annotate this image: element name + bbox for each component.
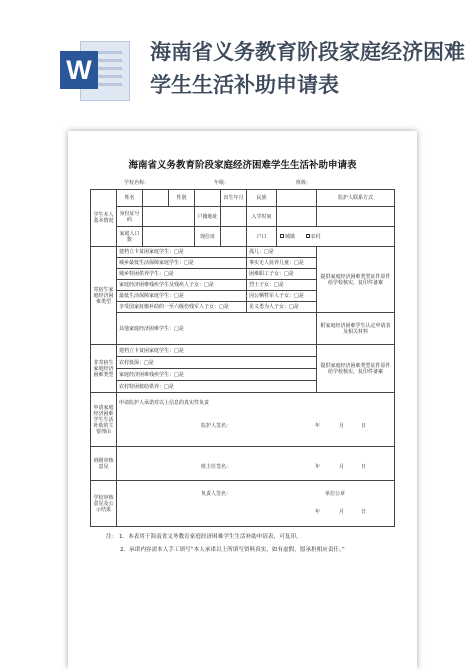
principal-signature-label: 负责人签名：: [201, 491, 232, 497]
poor-type-item[interactable]: 见义勇为人子女：□是: [247, 302, 317, 313]
head-teacher-signature-label: 班主任签名：: [201, 464, 232, 470]
reason-section-label: 申请家庭经济困难学生生活补助的主要理由: [91, 393, 117, 447]
ethnic-field[interactable]: [277, 190, 317, 207]
word-document-icon: [58, 37, 134, 105]
page-title: 海南省义务教育阶段家庭经济困难学生生活补助申请表: [150, 40, 465, 97]
poor-type-item[interactable]: 烈士子女：□是: [247, 280, 317, 291]
boarding-poor-type-section-label: 寄宿生家庭经济困难类型: [91, 247, 117, 345]
urban-checkbox[interactable]: [280, 234, 284, 238]
poor-type-item[interactable]: 城乡最低生活保障家庭学生：□是: [117, 258, 247, 269]
poor-type-item[interactable]: 最低生活保障家庭学生：□是: [117, 291, 247, 302]
form-notes: [106, 531, 396, 557]
class-date-year: 年: [315, 464, 321, 470]
ethnic-label: 民族: [247, 190, 277, 207]
enroll-time-label: 入学时间: [247, 207, 277, 227]
class-review-section-label: 班级审核意见: [91, 447, 117, 481]
family-count-field[interactable]: [143, 227, 195, 247]
page-header: [0, 0, 474, 125]
grade-label: 年级：: [214, 180, 230, 186]
class-label: 班级：: [296, 180, 312, 186]
reason-date-day: 日: [361, 423, 367, 429]
nonboard-type-item[interactable]: 农村特困救助供养：□是: [117, 381, 317, 393]
poor-type-item[interactable]: 享受国家抚恤补助的一至六级伤残军人子女：□是: [117, 302, 247, 313]
urban-label: 城镇: [285, 233, 296, 240]
school-date-month: 月: [339, 509, 345, 515]
nonboard-type-item[interactable]: 农村低保：□是: [117, 357, 317, 369]
gender-field[interactable]: [195, 190, 221, 207]
nonboard-type-item[interactable]: 家庭经济困难残疾学生：□是: [117, 369, 317, 381]
reason-date-year: 年: [315, 423, 321, 429]
current-address-label: 现住址: [195, 227, 221, 247]
document-title: 海南省义务教育阶段家庭经济困难学生生活补助申请表: [128, 160, 357, 171]
name-label: 姓名: [117, 190, 143, 207]
hukou-label: 户口: [247, 227, 277, 247]
hukou-address-label: 户籍地址: [195, 207, 221, 227]
word-badge: W: [60, 51, 98, 89]
guardian-signature-label: 监护人签名：: [201, 423, 232, 429]
basic-info-section-label: 学生本人基本情况: [91, 190, 117, 247]
school-name-label: 学校名称：: [124, 180, 150, 186]
school-review-field[interactable]: [117, 481, 395, 527]
class-date-month: 月: [339, 464, 345, 470]
gender-label: 性别: [169, 190, 195, 207]
birth-label: 出生年月: [221, 190, 247, 207]
family-count-label: 家庭人口数: [117, 227, 143, 247]
reason-date-month: 月: [339, 423, 345, 429]
poor-type-item[interactable]: 家庭经济困难残疾学生及残疾人子女：□是: [117, 280, 247, 291]
rural-label: 农村: [310, 233, 321, 240]
id-number-label: 身份证号码: [117, 207, 143, 227]
rural-checkbox[interactable]: [306, 234, 310, 238]
school-review-section-label: 学校审核意见及公示结果: [91, 481, 117, 527]
poor-type-item[interactable]: 孤儿：□是: [247, 247, 317, 258]
document-proof-note: 提供家庭经济困难类型证件原件给学校核实，复印件备案: [317, 247, 395, 313]
note-line: 2．承诺内容需本人手工填写“本人承诺以上所填写资料真实，如有虚假，愿承担相应责任。”: [120, 547, 345, 553]
document-page: [68, 131, 417, 669]
school-seal-label: 单位公章: [325, 491, 346, 497]
hukou-type-options: [277, 227, 395, 247]
nonboarding-poor-type-section-label: 非寄宿生家庭经济困难类型: [91, 345, 117, 393]
class-date-day: 日: [361, 464, 367, 470]
poor-type-item[interactable]: 困难职工子女：□是: [247, 269, 317, 280]
guardian-contact-field[interactable]: [317, 207, 395, 227]
guardian-promise-text: 申请监护人承诺对以上信息的真实性负责: [119, 400, 210, 406]
current-address-field[interactable]: [221, 227, 247, 247]
id-number-field[interactable]: [143, 207, 195, 227]
school-date-day: 日: [361, 509, 367, 515]
poor-type-item[interactable]: 其他家庭经济困难学生：□是: [117, 313, 317, 345]
note-line: 注： 1．本表用于海南省义务教育家庭经济困难学生生活补助申请表，可复印。: [106, 534, 302, 540]
poor-type-item[interactable]: 事实无人抚养儿童：□是: [247, 258, 317, 269]
guardian-contact-label: 监护人联系方式: [317, 190, 395, 207]
attachment-note: 附家庭经济困难学生认定申请表及相关材料: [317, 313, 395, 345]
poor-type-item[interactable]: 因公牺牲军人子女：□是: [247, 291, 317, 302]
enroll-time-field[interactable]: [277, 207, 317, 227]
poor-type-item[interactable]: 建档立卡贫困家庭学生：□是: [117, 247, 247, 258]
reason-field[interactable]: [117, 393, 395, 447]
name-field[interactable]: [143, 190, 169, 207]
hukou-address-field[interactable]: [221, 207, 247, 227]
nonboard-type-item[interactable]: 建档立卡贫困家庭学生：□是: [117, 345, 317, 357]
school-date-year: 年: [315, 509, 321, 515]
class-review-field[interactable]: [117, 447, 395, 481]
poor-type-item[interactable]: 城乡特困供养学生：□是: [117, 269, 247, 280]
nonboard-proof-note: 提供家庭经济困难类型证件原件给学校核实，复印件备案: [317, 345, 395, 393]
application-form-table: [90, 189, 395, 527]
